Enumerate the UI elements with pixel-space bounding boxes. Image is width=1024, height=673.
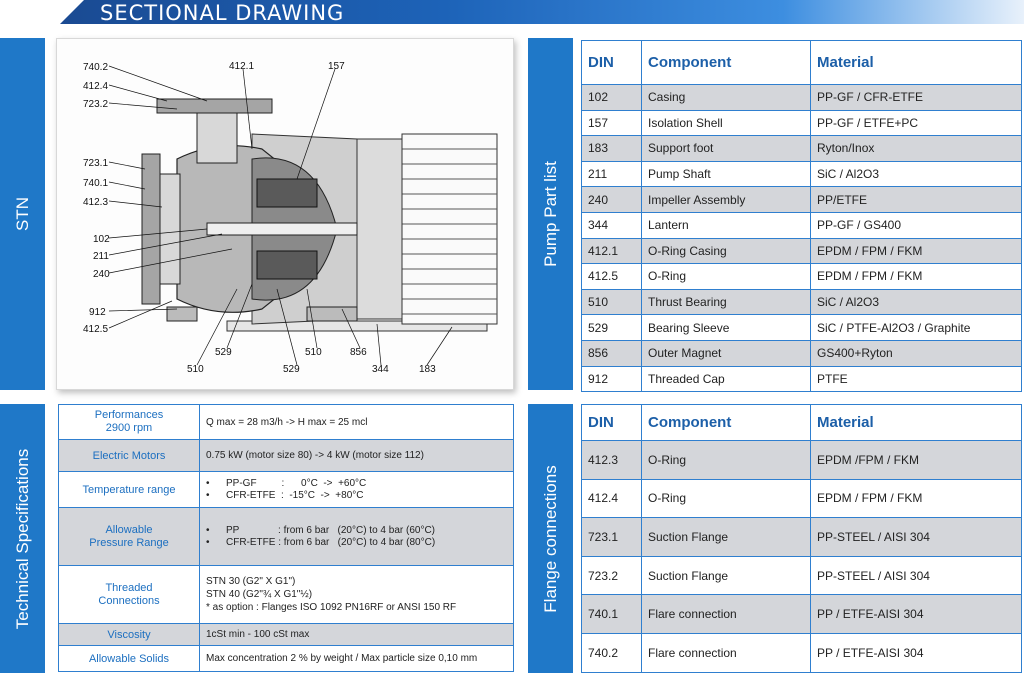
component-cell: Flare connection	[642, 633, 811, 672]
din-cell: 412.1	[582, 238, 642, 264]
din-cell: 344	[582, 212, 642, 238]
spec-label: Allowable Solids	[59, 646, 200, 672]
spec-label	[59, 405, 200, 440]
spec-label-line: Connections	[98, 594, 160, 607]
spec-value: Max concentration 2 % by weight / Max particle size 0,10 mm	[200, 646, 514, 672]
material-cell: PP/ETFE	[811, 187, 1022, 213]
din-cell: 912	[582, 366, 642, 392]
material-cell: GS400+Ryton	[811, 340, 1022, 366]
spec-label-line: Performances	[94, 409, 164, 421]
pump-section-svg	[57, 39, 515, 391]
magnet-upper	[257, 179, 317, 207]
din-cell: 412.4	[582, 479, 642, 518]
table-row	[582, 441, 1022, 480]
discharge-flange	[157, 99, 272, 113]
component-cell: Support foot	[642, 136, 811, 162]
din-cell: 412.3	[582, 441, 642, 480]
material-cell: PP-STEEL / AISI 304	[811, 556, 1022, 595]
table-row	[582, 366, 1022, 392]
component-cell: Outer Magnet	[642, 340, 811, 366]
component-cell: Casing	[642, 85, 811, 111]
component-cell: Flare connection	[642, 595, 811, 634]
component-cell: O-Ring	[642, 441, 811, 480]
table-row	[582, 633, 1022, 672]
callout-740-1: 740.1	[83, 178, 109, 189]
spec-label-line: Pressure Range	[89, 536, 169, 549]
material-cell: PTFE	[811, 366, 1022, 392]
din-cell: 529	[582, 315, 642, 341]
side-label-stn-text: STN	[12, 197, 32, 231]
din-cell: 723.2	[582, 556, 642, 595]
pump-shaft	[207, 223, 357, 235]
motor-body	[402, 134, 497, 324]
callout-240: 240	[93, 269, 110, 280]
spec-bullet: • CFR-ETFE : from 6 bar (20°C) to 4 bar (80°C)	[206, 537, 507, 549]
parts-header-material: Material	[811, 41, 1022, 85]
callout-723-2: 723.2	[83, 99, 109, 110]
material-cell: PP / ETFE-AISI 304	[811, 633, 1022, 672]
suction-flange	[142, 154, 160, 304]
spec-bullet: • PP : from 6 bar (20°C) to 4 bar (60°C)	[206, 525, 507, 537]
din-cell: 723.1	[582, 518, 642, 557]
table-row	[582, 238, 1022, 264]
callout-740-2: 740.2	[83, 62, 109, 73]
spec-row-solids	[59, 646, 514, 672]
material-cell: PP-GF / ETFE+PC	[811, 110, 1022, 136]
callout-157: 157	[328, 61, 345, 72]
spec-label-line: Allowable	[105, 523, 153, 536]
material-cell: SiC / Al2O3	[811, 289, 1022, 315]
banner-corner	[60, 0, 84, 24]
table-row	[582, 110, 1022, 136]
component-cell: Impeller Assembly	[642, 187, 811, 213]
page-title: SECTIONAL DRAWING	[100, 1, 345, 25]
table-row	[582, 479, 1022, 518]
callout-183: 183	[419, 364, 436, 375]
table-row	[582, 518, 1022, 557]
component-cell: O-Ring	[642, 264, 811, 290]
table-row	[582, 595, 1022, 634]
callout-344: 344	[372, 364, 389, 375]
callout-510-b: 510	[305, 347, 322, 358]
din-cell: 240	[582, 187, 642, 213]
spec-value	[200, 508, 514, 566]
component-cell: Lantern	[642, 212, 811, 238]
callout-510-a: 510	[187, 364, 204, 375]
spec-value: 0.75 kW (motor size 80) -> 4 kW (motor size 112)	[200, 440, 514, 472]
component-cell: Suction Flange	[642, 556, 811, 595]
material-cell: SiC / PTFE-Al2O3 / Graphite	[811, 315, 1022, 341]
din-cell: 740.2	[582, 633, 642, 672]
component-cell: Pump Shaft	[642, 161, 811, 187]
motor-flange	[357, 139, 402, 319]
spec-label	[59, 508, 200, 566]
spec-label: Temperature range	[59, 472, 200, 508]
spec-line: STN 30 (G2" X G1")	[206, 576, 296, 587]
material-cell: PP-GF / CFR-ETFE	[811, 85, 1022, 111]
callout-856: 856	[350, 347, 367, 358]
table-row	[582, 340, 1022, 366]
spec-label-line: 2900 rpm	[105, 422, 153, 434]
component-cell: Isolation Shell	[642, 110, 811, 136]
parts-table	[581, 40, 1022, 392]
material-cell: PP-GF / GS400	[811, 212, 1022, 238]
table-row	[582, 161, 1022, 187]
tech-specs-table	[58, 404, 514, 672]
material-cell: PP-STEEL / AISI 304	[811, 518, 1022, 557]
component-cell: Bearing Sleeve	[642, 315, 811, 341]
component-cell: Thrust Bearing	[642, 289, 811, 315]
material-cell: EPDM / FPM / FKM	[811, 479, 1022, 518]
header-banner	[0, 0, 1024, 26]
material-cell: PP / ETFE-AISI 304	[811, 595, 1022, 634]
spec-value: Q max = 28 m3/h -> H max = 25 mcl	[200, 405, 514, 440]
component-cell: O-Ring Casing	[642, 238, 811, 264]
spec-row-performances	[59, 405, 514, 440]
din-cell: 510	[582, 289, 642, 315]
flange-header-row	[582, 405, 1022, 441]
table-row	[582, 136, 1022, 162]
callout-102: 102	[93, 234, 110, 245]
callout-211: 211	[93, 251, 109, 262]
callout-912: 912	[89, 307, 106, 318]
table-row	[582, 264, 1022, 290]
callout-412-5: 412.5	[83, 324, 109, 335]
side-label-parts	[528, 38, 573, 390]
parts-header-din: DIN	[582, 41, 642, 85]
parts-header-row	[582, 41, 1022, 85]
lantern-foot	[307, 307, 357, 321]
flange-header-component: Component	[642, 405, 811, 441]
din-cell: 412.5	[582, 264, 642, 290]
parts-header-component: Component	[642, 41, 811, 85]
spec-row-motors	[59, 440, 514, 472]
spec-label: Electric Motors	[59, 440, 200, 472]
spec-line: * as option : Flanges ISO 1092 PN16RF or ANSI 150 RF	[206, 602, 457, 613]
spec-row-threaded	[59, 566, 514, 624]
flange-header-din: DIN	[582, 405, 642, 441]
spec-bullets	[206, 478, 507, 502]
spec-row-temperature	[59, 472, 514, 508]
din-cell: 856	[582, 340, 642, 366]
callout-723-1: 723.1	[83, 158, 109, 169]
component-cell: Suction Flange	[642, 518, 811, 557]
material-cell: SiC / Al2O3	[811, 161, 1022, 187]
side-label-parts-text: Pump Part list	[540, 161, 560, 267]
spec-value	[200, 566, 514, 624]
spec-label-line: Threaded	[105, 581, 153, 594]
magnet-lower	[257, 251, 317, 279]
spec-bullet: • CFR-ETFE : -15°C -> +80°C	[206, 490, 507, 502]
table-row	[582, 556, 1022, 595]
suction-nozzle	[160, 174, 180, 284]
spec-bullet: • PP-GF : 0°C -> +60°C	[206, 478, 507, 490]
table-row	[582, 212, 1022, 238]
table-row	[582, 187, 1022, 213]
din-cell: 183	[582, 136, 642, 162]
material-cell: Ryton/Inox	[811, 136, 1022, 162]
spec-label: Viscosity	[59, 624, 200, 646]
side-label-tech-text: Technical Specifications	[12, 448, 32, 629]
din-cell: 157	[582, 110, 642, 136]
spec-row-pressure	[59, 508, 514, 566]
material-cell: EPDM /FPM / FKM	[811, 441, 1022, 480]
side-label-stn	[0, 38, 45, 390]
sectional-drawing	[56, 38, 514, 390]
spec-line: STN 40 (G2"¾ X G1"½)	[206, 589, 313, 600]
side-label-tech	[0, 404, 45, 673]
callout-412-3: 412.3	[83, 197, 109, 208]
din-cell: 102	[582, 85, 642, 111]
spec-label	[59, 566, 200, 624]
table-row	[582, 315, 1022, 341]
flange-header-material: Material	[811, 405, 1022, 441]
spec-value	[200, 472, 514, 508]
callout-529-a: 529	[215, 347, 232, 358]
spec-row-viscosity	[59, 624, 514, 646]
callout-529-b: 529	[283, 364, 300, 375]
side-label-flange	[528, 404, 573, 673]
material-cell: EPDM / FPM / FKM	[811, 238, 1022, 264]
discharge-nozzle	[197, 113, 237, 163]
component-cell: Threaded Cap	[642, 366, 811, 392]
component-cell: O-Ring	[642, 479, 811, 518]
callout-412-1: 412.1	[229, 61, 255, 72]
flange-table	[581, 404, 1022, 673]
table-row	[582, 289, 1022, 315]
din-cell: 740.1	[582, 595, 642, 634]
spec-bullets	[206, 525, 507, 549]
callout-412-4: 412.4	[83, 81, 109, 92]
din-cell: 211	[582, 161, 642, 187]
material-cell: EPDM / FPM / FKM	[811, 264, 1022, 290]
spec-value: 1cSt min - 100 cSt max	[200, 624, 514, 646]
table-row	[582, 85, 1022, 111]
side-label-flange-text: Flange connections	[540, 464, 560, 613]
